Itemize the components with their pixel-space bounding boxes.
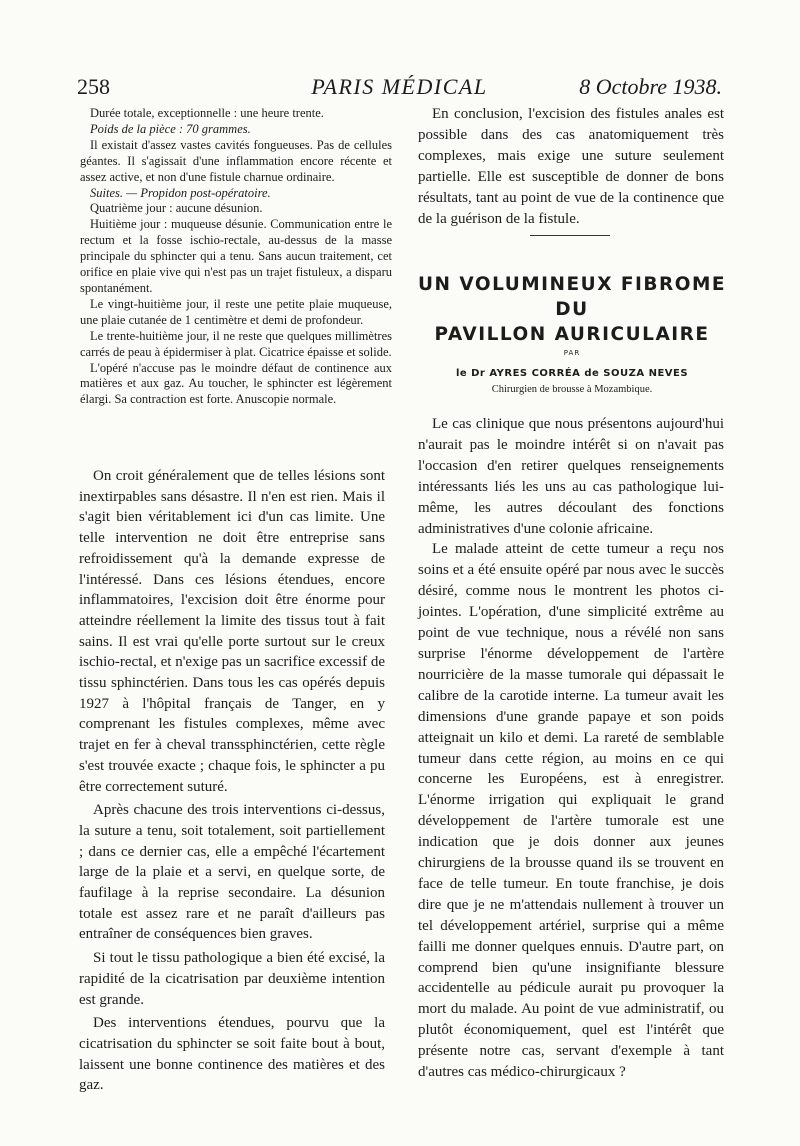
page-number: 258 xyxy=(77,74,110,99)
paragraph: Après chacune des trois interventions ci-dessus, la suture a tenu, soit totalement, soit partiellement ; dans ce dernier cas, elle a empêché l'écartement large de la plaie et a servi, en quelque sorte, de faufilage à la reprise secondaire. La désunion totale est assez rare et ne paraît d'ailleurs pas entraîner de conséquences bien graves. xyxy=(79,802,385,943)
note-line: Le trente-huitième jour, il ne reste que quelques millimètres carrés de peau à épidermiser à plat. Cicatrice épaisse et solide. xyxy=(80,328,392,359)
note-line: L'opéré n'accuse pas le moindre défaut de continence aux matières et aux gaz. Au toucher, le sphincter est légèrement élargi. Sa contraction est forte. Anuscopie normale. xyxy=(80,360,392,407)
byline-par: PAR xyxy=(563,349,581,357)
paragraph: En conclusion, l'excision des fistules anales est possible dans des cas anatomiquement très complexes, mais exige une suture seulement partielle. Elle est susceptible de donner de bons résultats, tant au point de vue de la continence que de la guérison de la fistule. xyxy=(418,106,724,227)
note-line: Suites. — Propidon post-opératoire. xyxy=(90,185,271,200)
paragraph: Le cas clinique que nous présentons aujourd'hui n'aurait pas le moindre intérêt si on n'avait pas l'occasion d'en retirer quelques renseignements intéressants liés les uns au cas pathologique lui-même, les autres découlant des fonctions administratives d'une colonie africaine. xyxy=(418,416,724,537)
paragraph: Si tout le tissu pathologique a bien été excisé, la rapidité de la cicatrisation par deuxième intention est grande. xyxy=(79,950,385,1008)
paragraph: Le malade atteint de cette tumeur a reçu nos soins et a été ensuite opéré par nous avec le succès désiré, comme nous le montrent les photos ci-jointes. L'opération, d'une simplicité extrême au point de vue technique, nous a révélé non sans surprise l'énorme développement de l'artère nourricière de la masse tumorale qui dépassait le calibre de la carotide interne. La tumeur avait les dimensions d'une grande papaye et son poids atteignait un kilo et demi. La rareté de semblable tumeur dans cette région, au moins en ce qui concerne les Européens, est à enregistrer. L'énorme irrigation qui expliquait le grand développement de l'artère tumorale est une indication que je dois donner aux jeunes chirurgiens de la brousse quand ils se trouvent en face de telle tumeur. En toute franchise, je dois dire que je ne m'attendais nullement à trouver un tel développement artériel, surprise qui a même failli me donner quelques ennuis. D'autre part, on comprend bien qu'une insignifiante blessure accidentelle au pédicule aurait pu provoquer la mort du malade. Au point de vue administratif, ou plutôt économiquement, quel est l'intérêt que présente notre cas, servant d'exemple à tant d'autres cas médico-chirurgicaux ? xyxy=(418,541,724,1081)
paragraph: On croit généralement que de telles lésions sont inextirpables sans désastre. Il n'en est rien. Mais il s'agit bien véritablement ici d'un cas limite. Une telle intervention ne doit être entreprise sans refroidissement qu'à la demande expresse de l'intéressé. Dans ces lésions étendues, encore inflammatoires, l'excision doit être énorme pour atteindre réellement la limite des tissus tout à fait sains. Il est vrai qu'elle porte surtout sur le creux ischio-rectal, et n'exige pas un sacrifice excessif de tissu sphinctérien. Dans tous les cas opérés depuis 1927 à l'hôpital français de Tanger, en y comprenant les fistules complexes, même avec trajet en fer à cheval transsphinctérien, cette règle s'est trouvée exacte ; chaque fois, le sphincter a pu être correctement suturé. xyxy=(79,468,385,795)
note-line: Il existait d'assez vastes cavités fongueuses. Pas de cellules géantes. Il s'agissait d'une inflammation encore récente et assez active, et non d'une fistule charnue ordinaire. xyxy=(80,137,392,184)
issue-date: 8 Octobre 1938. xyxy=(579,74,722,99)
article-title xyxy=(410,272,734,347)
note-line: Poids de la pièce : 70 grammes. xyxy=(90,121,251,136)
left-body-text xyxy=(79,466,385,1099)
author-affiliation: Chirurgien de brousse à Mozambique. xyxy=(491,384,653,395)
note-line: Huitième jour : muqueuse désunie. Communication entre le rectum et la fosse ischio-rectale, au-dessus de la masse principale du sphincter qui a tenu. Sans aucun traitement, cet orifice en plaie vive qui n'est pas un trajet fistuleux, a disparu spontanément. xyxy=(80,217,392,295)
article-author: le Dr AYRES CORRÉA de SOUZA NEVES xyxy=(455,368,689,379)
note-line: Quatrième jour : aucune désunion. xyxy=(90,201,263,216)
title-line: PAVILLON AURICULAIRE xyxy=(434,324,710,345)
conclusion-text xyxy=(418,104,724,229)
page-header xyxy=(77,74,722,106)
note-line: Durée totale, exceptionnelle : une heure trente. xyxy=(90,106,324,120)
section-divider xyxy=(530,235,610,236)
title-line: UN VOLUMINEUX FIBROME xyxy=(417,274,727,295)
note-line: Le vingt-huitième jour, il reste une petite plaie muqueuse, une plaie cutanée de 1 centimètre et demi de profondeur. xyxy=(80,296,392,327)
case-notes xyxy=(80,106,392,408)
paragraph: Des interventions étendues, pourvu que la cicatrisation du sphincter se soit faite bout à bout, laissent une bonne continence des matières et des gaz. xyxy=(79,1015,385,1094)
title-line: DU xyxy=(555,299,589,320)
journal-title: PARIS MÉDICAL xyxy=(311,74,488,99)
article-body xyxy=(418,414,724,1083)
